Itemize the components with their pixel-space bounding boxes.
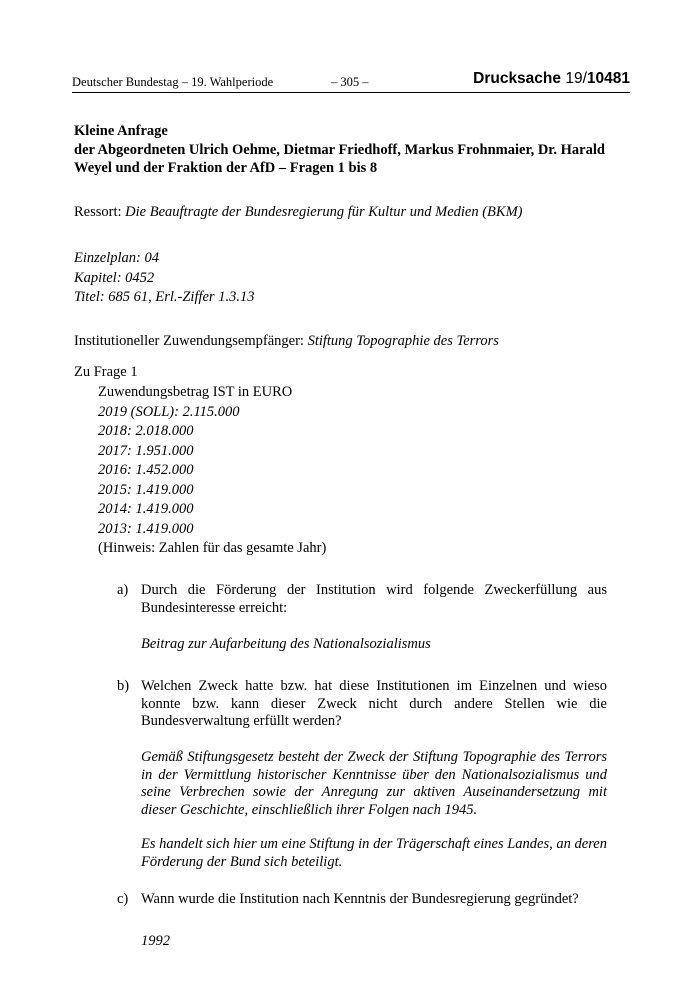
kapitel: Kapitel: 0452 xyxy=(74,269,155,286)
amount-2017: 2017: 1.951.000 xyxy=(98,442,194,459)
item-b-answer-2: Es handelt sich hier um eine Stiftung in der Trägerschaft eines Landes, an deren Förderung der Bund sich beteiligt. xyxy=(141,836,607,870)
frage-1-heading: Zu Frage 1 xyxy=(74,364,138,380)
budget-block xyxy=(74,249,254,308)
recipient-label: Institutioneller Zuwendungsempfänger: xyxy=(74,333,304,349)
item-c-marker: c) xyxy=(117,891,129,907)
drucksache-label: Drucksache xyxy=(473,70,562,87)
recipient-value: Stiftung Topographie des Terrors xyxy=(307,333,499,349)
drucksache-number: 10481 xyxy=(586,70,630,87)
item-a-marker: a) xyxy=(117,582,129,598)
item-a-question: Durch die Förderung der Institution wird folgende Zweckerfüllung aus Bundesinteresse erreicht: xyxy=(141,582,607,616)
header-publisher: Deutscher Bundestag – 19. Wahlperiode xyxy=(72,75,274,89)
ressort-value: Die Beauftragte der Bundesregierung für Kultur und Medien (BKM) xyxy=(125,204,523,220)
item-a xyxy=(117,582,607,617)
item-b-answer-1: Gemäß Stiftungsgesetz besteht der Zweck der Stiftung Topographie des Terrors in der Vermittlung historischer Kenntnisse über den Nationalsozialismus und seine Verbrechen sowie der Anregung zur aktiven Auseinandersetzung mit dieser Geschichte, einschließlich ihrer Folgen nach 1945. xyxy=(141,749,607,818)
amount-2016: 2016: 1.452.000 xyxy=(98,462,194,478)
drucksache-prefix: 19/ xyxy=(565,70,587,87)
item-c-question: Wann wurde die Institution nach Kenntnis der Bundesregierung gegründet? xyxy=(141,891,579,907)
item-c-answer: 1992 xyxy=(141,933,170,949)
title-line-2: der Abgeordneten Ulrich Oehme, Dietmar Friedhoff, Markus Frohnmaier, Dr. Harald xyxy=(74,141,605,158)
item-a-answer: Beitrag zur Aufarbeitung des Nationalsozialismus xyxy=(141,636,431,652)
item-b xyxy=(117,678,607,731)
amounts-block xyxy=(98,383,326,559)
header-page-number: – 305 – xyxy=(331,75,369,89)
amount-2019: 2019 (SOLL): 2.115.000 xyxy=(98,403,240,420)
recipient-line xyxy=(74,332,499,352)
header-drucksache xyxy=(473,70,630,88)
amount-2013: 2013: 1.419.000 xyxy=(98,520,194,537)
ressort-label: Ressort: xyxy=(74,204,122,220)
document-title xyxy=(74,122,614,178)
item-b-question: Welchen Zweck hatte bzw. hat diese Institutionen im Einzelnen und wieso konnte bzw. kann dieser Zweck nicht durch andere Stellen wie die Bundesverwaltung erfüllt werden? xyxy=(141,678,607,729)
title-line-3: Weyel und der Fraktion der AfD – Fragen 1 bis 8 xyxy=(74,160,378,176)
ressort-line xyxy=(74,203,523,223)
amount-heading: Zuwendungsbetrag IST in EURO xyxy=(98,384,293,400)
amount-2015: 2015: 1.419.000 xyxy=(98,481,194,498)
amount-2018: 2018: 2.018.000 xyxy=(98,423,194,439)
title-line-1: Kleine Anfrage xyxy=(74,123,168,139)
amount-2014: 2014: 1.419.000 xyxy=(98,501,194,517)
amount-note: (Hinweis: Zahlen für das gesamte Jahr) xyxy=(98,540,327,556)
einzelplan: Einzelplan: 04 xyxy=(74,250,159,266)
item-c xyxy=(117,891,607,909)
item-b-marker: b) xyxy=(117,678,130,694)
page-header xyxy=(72,70,630,93)
titel: Titel: 685 61, Erl.-Ziffer 1.3.13 xyxy=(74,289,255,305)
